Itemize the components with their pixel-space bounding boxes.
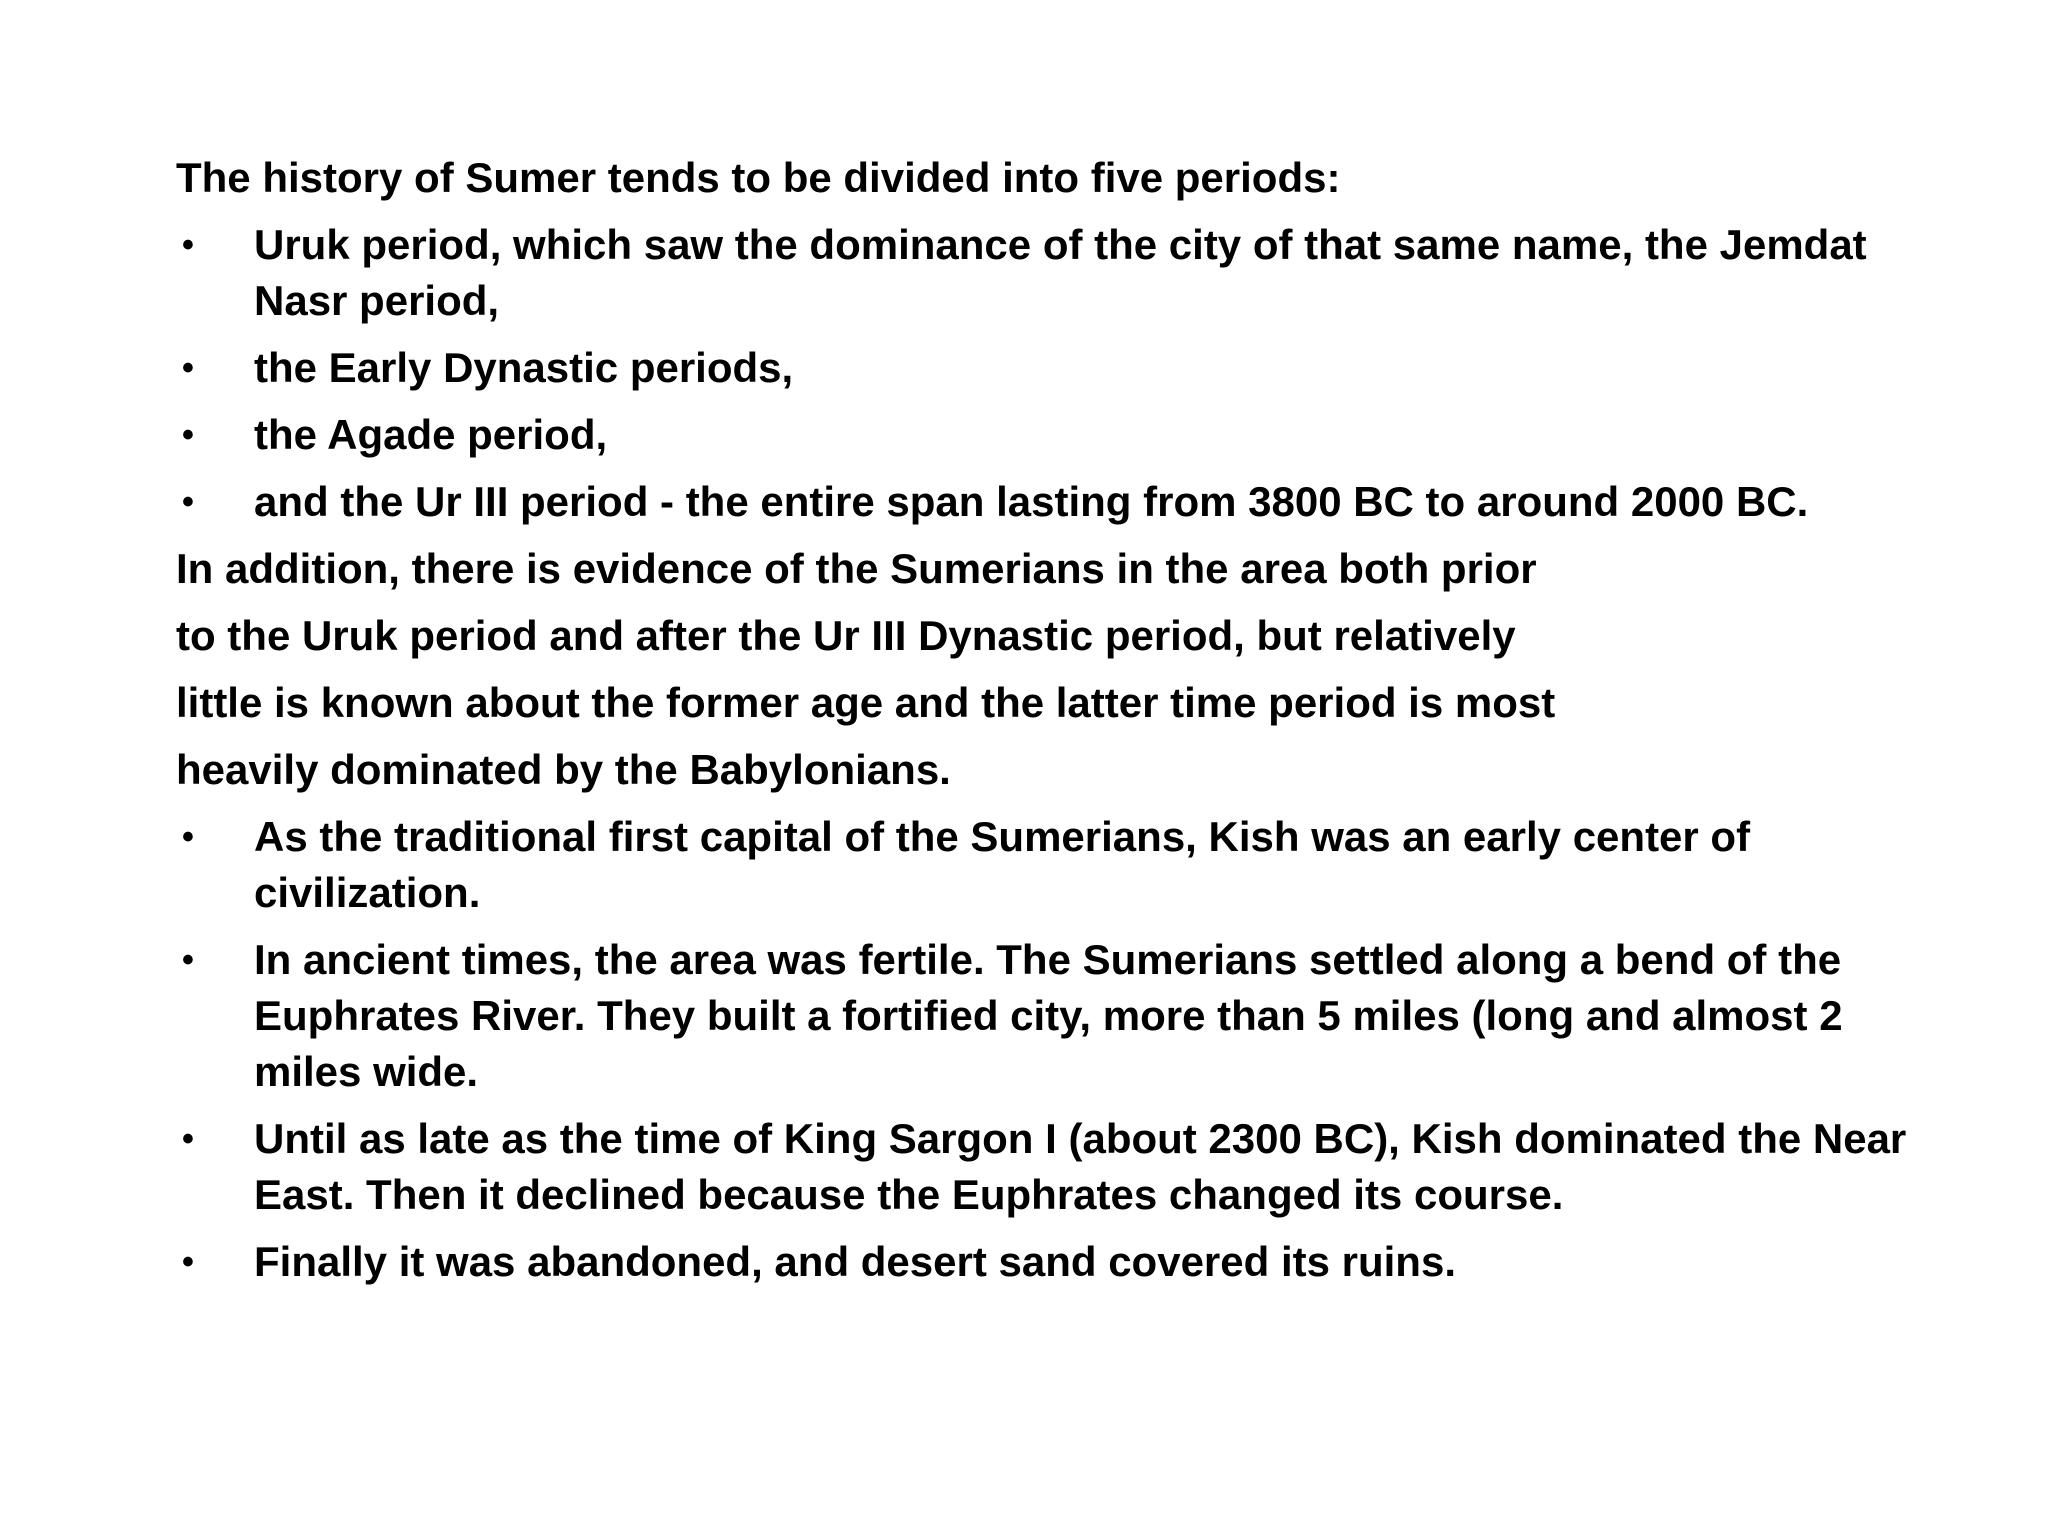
- addition-line: to the Uruk period and after the Ur III Dynastic period, but relatively: [176, 612, 1516, 659]
- slide-body: [176, 150, 1916, 1301]
- list-item: [176, 340, 1916, 396]
- list-item-text: In ancient times, the area was fertile. The Sumerians settled along a bend of the Euphrates River. They built a fortified city, more than 5 miles (long and almost 2 miles wide.: [254, 936, 1843, 1095]
- list-item-text: the Agade period,: [254, 411, 608, 458]
- list-item: [176, 1111, 1916, 1223]
- list-item: [176, 217, 1916, 329]
- list-item: [176, 1234, 1916, 1290]
- bullet-icon: •: [182, 1243, 194, 1281]
- bullet-icon: •: [182, 941, 194, 979]
- list-item: [176, 809, 1916, 921]
- list-item-text: Finally it was abandoned, and desert sand covered its ruins.: [254, 1238, 1456, 1285]
- list-item: [176, 407, 1916, 463]
- bullet-icon: •: [182, 483, 194, 521]
- bullet-icon: •: [182, 226, 194, 264]
- addition-line: In addition, there is evidence of the Sumerians in the area both prior: [176, 545, 1537, 592]
- list-item-text: and the Ur III period - the entire span lasting from 3800 BC to around 2000 BC.: [254, 478, 1809, 525]
- list-item-text: the Early Dynastic periods,: [254, 344, 794, 391]
- bullet-icon: •: [182, 349, 194, 387]
- bullet-icon: •: [182, 416, 194, 454]
- periods-list: [176, 217, 1916, 530]
- intro-text: The history of Sumer tends to be divided into five periods:: [176, 154, 1341, 201]
- bullet-icon: •: [182, 1120, 194, 1158]
- list-item: [176, 932, 1916, 1100]
- bullet-icon: •: [182, 818, 194, 856]
- list-item-text: Until as late as the time of King Sargon I (about 2300 BC), Kish dominated the Near East. Then it declined because the Euphrates changed its course.: [254, 1115, 1907, 1218]
- list-item-text: Uruk period, which saw the dominance of the city of that same name, the Jemdat Nasr period,: [254, 221, 1867, 324]
- addition-line: heavily dominated by the Babylonians.: [176, 746, 951, 793]
- addition-line: little is known about the former age and the latter time period is most: [176, 679, 1556, 726]
- kish-list: [176, 809, 1916, 1290]
- list-item-text: As the traditional first capital of the Sumerians, Kish was an early center of civilization.: [254, 813, 1751, 916]
- list-item: [176, 474, 1916, 530]
